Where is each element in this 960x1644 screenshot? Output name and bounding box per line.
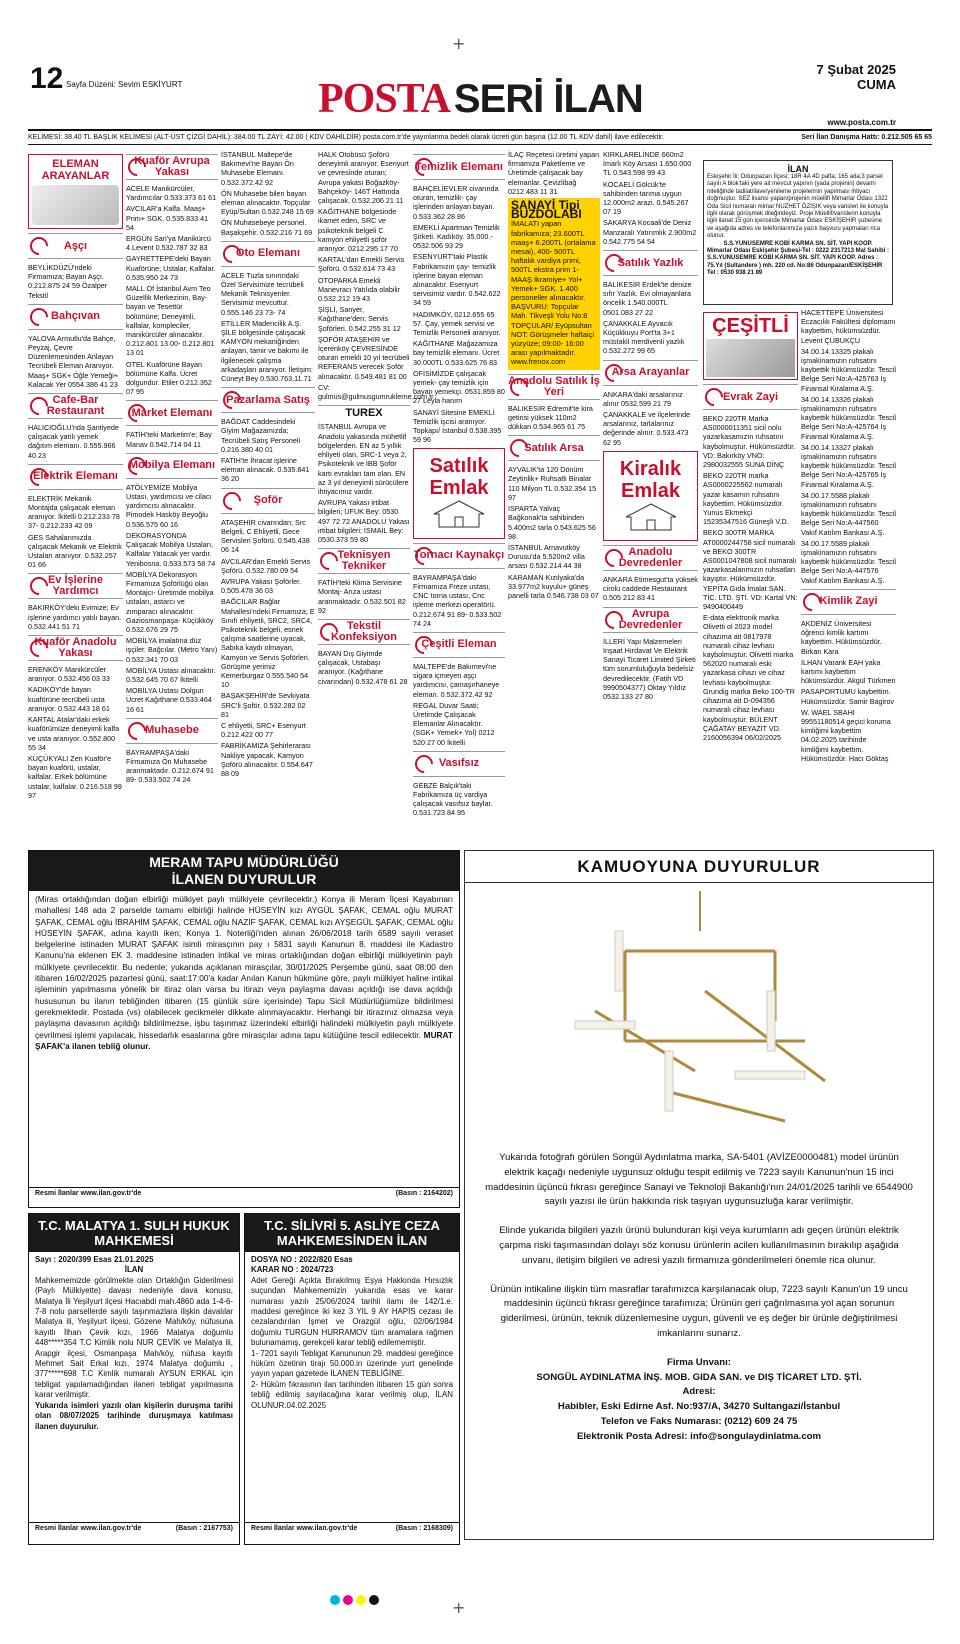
heading-market: Market Elemanı (126, 400, 218, 426)
ad-item: HADIMKÖY, 0212.655 65 57. Çay, yemek servisi ve Temizlik Personeli aranıyor. (413, 309, 501, 338)
ad-item: AYVALIK'ta 120 Dönüm Zeytinlik+ Ruhsatlı Binalar 110 Milyon TL 0.532.354 15 97 (508, 465, 597, 502)
ad-item: ANKARA Etimesgut'ta yüksek cirolu caddede Restaurant 0.505 212 83 41 (603, 575, 698, 603)
phone-icon (601, 360, 626, 385)
footer-left: Resmi İlanlar www.ilan.gov.tr'de (35, 1190, 142, 1197)
ad-item: AKDENİZ Üniversitesi öğrenci kimlik kartımı kaybettim. Hükümsüzdür. Birkan Kara (801, 618, 882, 656)
notice-title: T.C. MALATYA 1. SULH HUKUK MAHKEMESİ (29, 1214, 239, 1252)
price-rule (28, 144, 932, 145)
ad-item: KARAMAN Kızılyaka'da 33.977m2 kuyulu+ güneş panelli tarla 0.546.738 03 07 (508, 572, 599, 600)
phone-icon (124, 453, 149, 478)
notice-footer (29, 1187, 459, 1199)
ad-item: ELEKTRİK Mekanik Montajda çalışacak eleman aranıyor. İkitelli 0.212.233 78 37- 0.212.233 42 09 (28, 493, 120, 531)
heading-temizlik: Temizlik Elemanı (413, 154, 505, 180)
ad-item: 34.00.14.13325 plakalı işmakinamızın ruhsatını kaybettik hükümsüzdür. Tescil Belge Seri No:A-425763 İş Finansal Kiralama A.Ş. (801, 346, 896, 393)
paragraph-1: Yukarıda fotoğrafı görülen Songül Aydınlatma marka, SA-5401 (AVİZE0000481) model ürünün elektrik kaçağı nedeniyle uygunsuz olduğu tespit edilmiş ve 7223 sayılı Kanunun'nun 15 inci maddesinin üçüncü fıkrası gereğince Sanayi ve Teknoloji Bakanlığı'nın 24/01/2025 tarihli ve 6544900 sayılı yazısı ile ürün hakkında risk taşıyan uygunsuzluğa karar verilmiştir. (485, 1152, 913, 1208)
phone-icon (411, 632, 436, 657)
ad-item: BALIKESİR Edremit'te kira getirisi yüksek 110m2 dükkan 0.534.965 61 75 (508, 403, 593, 432)
ad-item: BAĞCILAR Bağlar Mahallesi'ndeki Firmamıza; E Sınıfı ehliyetli, SRC2, SRC4, Psikoteknik belgeli, esnek çalışma saatlerine uyacak, Sabıka kaydı olmayan, Kamyon ve Servis Şoförleri. Görüşme yerimiz Kemerburgaz 0.555.540 54 10 (221, 597, 315, 690)
ad-item: İLHAN Varank EAH yaka kartımı kaybettim hükümsüzdür. Akgül Türkmen (801, 657, 896, 686)
yellow-dot (356, 1595, 366, 1605)
ad-body: İMALATI yapan fabrikamıza; 23.600TL maaş+ 6.200TL (ortalama mesai), 400- 500TL haftalık vardiya primi, 500TL ekstra prim 1-MAAŞ İkramiye+ Yol+ Yemek+ SGK. 1.400 personeller alınacaktır. BAŞVURU: Topçular Mah. Tikveşli Yolu No:8 TOPÇULAR/ Eyüpsultan NOT: Görüşmeler haftaiçi yüzyüze; 09:00- 16:00 arası yapılmaktadır. www.frenox.com (511, 219, 596, 367)
crop-mark-bottom: + (452, 1598, 466, 1617)
signature: MURAT ŞAFAK'a ilanen tebliğ olunur. (35, 1029, 453, 1051)
ad-item: BAYRAMPAŞA'daki Firmamıza Freze ustası, CNC torna ustası, Cnc işleme merkezi operatörü. 0.212.674 91 89- 0.533.502 74 24 (413, 572, 502, 628)
column-8 (703, 308, 798, 840)
heading-anadolu-satilik: Anadolu Satılık İş Yeri (508, 374, 600, 398)
heading-tornaci: Tornacı Kaynakçı (413, 543, 505, 569)
section-eleman-arayanlar (28, 154, 123, 229)
ad-title: SANAYİ Tipi BUZDOLABI (511, 198, 582, 222)
ad-item: İLLERİ Yapı Malzemeleri İnşaat Hırdavat Ve Elektrik Sanayi Ticaret Limited Şirketi tüm sorumluluğuyla bedelsiz devredilecektir. (Fatih VD 9990504377) Oktay Yıldız 0532.133 27 80 (603, 636, 696, 701)
ad-item: ERENKÖY Manikürcüler aranıyor. 0.532.456 03 33 (28, 665, 110, 684)
heading-evrak-zayi: Evrak Zayi (703, 384, 798, 410)
price-info: KELİMESİ: 38.40 TL BAŞLIK KELİMESİ (ALT-ÜST ÇİZGİ DAHİL): 384.00 TL ZAYİ: 42.00 ( KDV DAHİLDİR) posta.com.tr'de yayınlanma bedeli olarak ücreti gün başına (12.00 TL KDV dahil) ilave edilecektir. (28, 134, 664, 141)
notice-subtitle: İLANEN DUYURULUR (171, 871, 317, 887)
ad-item: AVRUPA Yakası Şoförler. 0.505.478 36 03 (221, 576, 302, 596)
color-registration (330, 1595, 379, 1605)
paragraph-3: Ürünün intikaline ilişkin tüm masraflar tarafımızca karşılanacak olup, 7223 sayılı Kanun'un 19 uncu maddesinin üçüncü fıkrası gereğince tarafımıza; Ürünün geri çağrılmasına yol açan sorunun giderilmesi, ürünün, teknik düzenlemesine uygun, güvenli ve eş değer bir ürünle değiştirilmesi imkanlarını sunarız. (490, 1283, 908, 1339)
ad-item: ŞİŞLİ, Sanyer, Kağıthane'den; Servis Şoförleri. 0.542.255 31 12 (318, 305, 401, 333)
ad-item: KÜÇÜKYALI Zen Kuaför'e bayan kuaförü, ustalar, kalfalar. Erkek bölümüne ustalar, kalfalar. 0.216.518 99 97 (28, 753, 122, 800)
page-number: 12 (30, 62, 64, 95)
paragraph-2: Elinde yukarıda bilgileri yazılı ürünü bulunduran kişi veya kurumların adı geçen ürünün elektrik çarpma riski taşımasından dolayı söz konusu ürünlerin acilen kullanılmasının bırakılıp aşağıda unvanı, iletişim bilgileri ve adresi yazılı firmamıza gönderilmeleri önemle rica olunur. (499, 1225, 899, 1266)
phone-icon (506, 436, 531, 461)
eskisehir-ilan-box (703, 160, 893, 305)
body-text: Mahkememizde görülmekte olan Ortaklığın Giderilmesi (Paylı Mülkiyette) davası nedeniyle dava konusu, Malatya İli Yeşilyurt ilçesi Hacıabdi mah.4860 ada 1-4-6-7-8 nolu parsellerde sayılı taşınmazlara ilişkin davalılar Malatya ili, Yeşilyurt ilçesi, Gözene Mah/köy, nüfusuna kayıtlı İlhan Çevik kızı, 1966 Malatya doğumlu 448*****354 T.C Kimlik nolu NUR ÇEVİK ve Malatya ili, Arapgir ilçesi, Osmanpaşa Mah/köy, nüfusa kayıtlı Mehmet Sait Erkal kızı, 1974 Malatya doğumlu , 377*****698 T.C Kimlik numaralı AYSUN ERKAL için tebligat yapılamadığından ilanen tebligat yapılmasına karar verilmiştir. (35, 1275, 233, 1400)
logo-seri-ilan: SERİ İLAN (453, 76, 643, 121)
ad-item: MALL Of İstanbul Avm Teo Güzellik Merkezinin, Bay- bayan ve Tesettür bölümüne; Deneyimli, kalfalar, kompleciler, manikürcüler alınacaktır. 0.212.801 13 00- 0.212.801 13 01 (126, 284, 215, 358)
ad-item: CV: gulmus@gulmusgumruklerne.com.tr (318, 382, 434, 402)
footer-left: Resmi İlanlar www.ilan.gov.tr'de (251, 1525, 358, 1532)
ad-item: KOCAELİ Gölcük'te sahibinden tarıma uygun 12.000m2 arazi. 0.545.267 07 19 (603, 179, 689, 217)
ad-item: GES Sahalarımızda çalışacak Mekanik ve Elektrik Ustaları aranıyor. 0.532.257 01 66 (28, 532, 122, 570)
meram-tapu-notice (28, 850, 460, 1208)
ilan-label: İLAN (124, 1265, 144, 1275)
notice-footer (29, 1522, 239, 1534)
crop-mark-top: + (452, 34, 466, 53)
notice-header (29, 851, 459, 891)
column-9 (801, 308, 896, 840)
ad-item: ACELE Manikürcüler, Yardımcılar 0.533.373 61 61 (126, 184, 217, 203)
ad-item: İSTANBUL Maltepe'de Bakımevi'ne Bayan Ön Muhasebe Elemanı. 0.532.372.42 92 (221, 150, 294, 187)
notice-footer (245, 1522, 459, 1534)
phone-icon (26, 464, 51, 489)
ad-item: HALK Otobüsü Şoförü deneyimli aranıyor. Esenyurt ve çevresinde oturan; Avrupa yakası Boğazköy- Bahçeköy- 146T Hattında çalışacak. 0.532.206 21 11 (318, 150, 409, 206)
ad-item: HACETTEPE Üniversitesi Eczacılık Fakültesi diplomamı kaybettim, hükümsüzdür. Levent ÇUBUKÇU (801, 308, 896, 345)
ad-item: GAYRETTEPE'deki Bayan Kuaförüne; Ustalar, Kalfalar. 0.535.950 24 73 (126, 254, 216, 282)
ad-item: FATİH'te İhracat işlerine eleman alınacak. 0.535.841 36 20 (221, 456, 310, 484)
ad-item: İSTANBUL Avrupa ve Anadolu yakasında mühetlif bölgelerden. EN az 5 yıllık ehliyeti olan, SRC-1 veya 2, Psikoteknik ve İBB Şoför kartı evrakları tam olan. EN az 3 yıl deneyimli sürücülere ihtiyacımız vardır. (318, 422, 409, 496)
masthead-logo (318, 76, 660, 122)
ad-item: ACELE Tuzla sınırındaki Özel Servisimize tecrübeli Mekanik Teknisyenler. Servisimiz mevcuttur. 0.555.146 23 73- 74 (221, 270, 304, 317)
section-title: ELEMAN ARAYANLAR (41, 158, 110, 182)
address-label: Adresi: (682, 1386, 716, 1398)
body-text: (Miras ortaklığından doğan elbirliği mülkiyet paylı mülkiyete çevrilecektir.) Konya ili Meram İlçesi Kayabınarı mahallesi 148 ada 2 parselde tamamı elbirliği halinde HÜSEYİN kızı AYGÜL ŞAFAK, CEMAL oğlu MURAT ŞAFAK, CEMAL oğlu İBRAHİM ŞAFAK, CEMAL oğlu NAZİF ŞAFAK, CEMAL kızı AYŞEGÜL ŞAFAK, CEMAL oğlu HÜSEYİN ŞAFAK, adına kayıtlı iken; Konya 1. Noterliği'nden alınan 26/06/2018 tarih 6589 sayılı veraset belgelerine istinaden MURAT ŞAFAK isimli mirasçının pay ı 5831 sayılı Kanunun 8. maddesi ile Kadastro Kanunu'na eklenen EK 3. maddesine istinaden intikal ve miras ortaklığından doğan elbirliği mülkiyetinin paylı mülkiyete çevrilecektir. Bu nedenle; yukarıda açıklanan mirasçılar, 30/01/2025 Perşembe günü, saat 08:00 den itibaren 16/02/2025 pazartesi günü, saat:17:00'a kadar Anılan Kanun hükmüne göre, paylı mülkiyet haline intikal işleminin yapılmasına yönelik bir itiraz olan varsa bu itirazı veya paylaşma davası açıldığı ise dava açıldığı hususunun bu ilanın tebliğinden itibaren (15 günlük süre içerisinde) Tapu Sicil Müdürlüğümüze bildirilmesi gerekmektedir. Postada (vs) olabilecek gecikmeler dikkate alınmayacaktır. Herhangi bir itirazınız olmazsa veya paylaşma davasının açıldığı bildirilmezse, işbu taşınmaz üzerindeki elbirliği halindeki mülkiyetin paylı mülkiyete çevrilmesi işlemi yapılacak, hissedarlık esaslarına göre mirasçılar adına tapu kütüğüne tescil edilecektir. (35, 894, 453, 1040)
ad-item: FATİH'teki Marketim'e; Bay Manav 0.542.714 04 11 (126, 430, 212, 449)
heading-cafe: Cafe-Bar Restaurant (28, 393, 123, 419)
ad-item: MOBİLYA imalatına düz işçiler. Bağcılar. (Metro Yanı) 0.532.341 70 03 (126, 636, 218, 664)
magenta-dot (343, 1595, 353, 1605)
ad-item: BAKIRKÖY'deki Evimize; Ev işlerine yardımcı yatılı bayan. 0.532.441 51 71 (28, 603, 122, 631)
item-1: 1- 7201 sayılı Tebligat Kanununun 29. maddesi gereğince hüküm özetinin tirajı 50.000.in üzerinde yurt genelinde yayın yapan gazetede İLANEN TEBLİĞİNE. (251, 1348, 453, 1379)
ad-item: ANKARA'daki arsalarınız alınır 0532.599 21 79 (603, 389, 683, 408)
ad-item: ÇANAKKALE ve ilçelerinde arsalarınız, tarlalarınız değerinde alınır. 0.533.473 62 95 (603, 410, 691, 447)
ad-item: SANAYİ Sitesine EMEKLİ Temizlik işcisi aranıyor. Topkapı/ İstanbul 0.538.395 59 96 (413, 407, 502, 445)
ad-item: KIRKLARELİNDE 660m2 İmarlı Köy Arsası 1.650.000 TL 0.543.598 99 43 (603, 150, 692, 178)
heading-pazarlama: Pazarlama Satış (221, 387, 315, 413)
handshake-image (32, 185, 119, 225)
ad-item: PASAPORTUMU kaybettim. Hükümsüzdür. Samir Bagirov (801, 687, 895, 706)
black-dot (369, 1595, 379, 1605)
box-org: S.S.YUNUSEMRE KOBİ KARMA SN. SİT. YAPI KOOP. (723, 240, 873, 247)
box-title: İLAN (787, 164, 809, 174)
heading-kimlik-zayi: Kimlik Zayi (801, 589, 896, 615)
date: 7 Şubat 2025 (816, 62, 896, 77)
phone-icon (219, 241, 244, 266)
price-bar (28, 132, 932, 144)
ad-item: MOBİLYA Ustası Dolgun Ücret Kağıthane 0.533.464 16 61 (126, 686, 212, 714)
ad-item: 34.00.14.13326 plakalı işmakinamızın ruhsatını kaybettik hükümsüzdür. Tescil Belge Seri No:A-425764 İş Finansal Kiralama A.Ş. (801, 394, 896, 441)
notice-body (29, 1252, 239, 1522)
address-value: Habibler, Eski Edirne Asf. No:937/A, 34270 Sultangazi/İstanbul (557, 1401, 841, 1413)
silivri-notice (244, 1213, 460, 1545)
weekday: CUMA (857, 77, 896, 92)
heading-kuafor-avrupa: Kuaför Avrupa Yakası (126, 154, 218, 180)
phone-icon (124, 401, 149, 426)
phone-icon (219, 488, 244, 513)
phone-icon (124, 718, 149, 743)
ad-item: BEYLİKDÜZÜ'ndeki Firmamıza; Bayan Aşçı. 0.212.875 24 59 Özalper Tekstil (28, 263, 108, 300)
ad-item: BAĞDAT Caddesindeki Giyim Mağazamızda; Tecrübeli Satış Personeli 0.216.380 40 01 (221, 417, 301, 454)
heading-bahcivan: Bahçıvan (28, 304, 123, 330)
notice-title: MERAM TAPU MÜDÜRLÜĞÜ (149, 854, 339, 870)
ad-item: BAHÇELİEVLER civarında oturan, temizlik- çay işlerinden anlayan bayan. 0.533.362 28 86 (413, 184, 499, 221)
ad-item: MOBİLYA Dekorasyon Firmamıza Şoförlüğü olan Montajcı- Üretimde mobilya ustaları, astarcı ve zımparacı alınacaktır. Gaziosmanpaşa- Küçükköy 0.532.676 29 75 (126, 569, 214, 634)
notice-title: T.C. SİLİVRİ 5. ASLİYE CEZA MAHKEMESİNDEN İLAN (245, 1214, 459, 1252)
notice-body (245, 1252, 459, 1522)
ad-item: HALICIOĞLU'nda Şantiyede çalışacak yatılı yemek dağıtım elemanı. 0.555.966 40 23 (28, 423, 119, 460)
heading-kuafor-anadolu: Kuaför Anadolu Yakası (28, 635, 123, 661)
items-image (706, 339, 795, 377)
header-rule (28, 129, 932, 131)
phone-icon (411, 154, 436, 179)
email-address[interactable]: Elektronik Posta Adresi: info@songulaydinlatma.com (576, 1430, 822, 1442)
heading-vasifsiz: Vasıfsız (413, 751, 505, 777)
section-satilik-emlak (413, 448, 505, 538)
column-6 (508, 150, 600, 840)
column-2 (126, 150, 218, 840)
house-icon (429, 499, 489, 529)
ad-item: OFİSİMİZDE çalışacak yemek- çay temizlik için bayan yemekçi. 0531.859 80 27 Leyla hanım (413, 368, 505, 406)
heading-mobilya: Mobilya Elemanı (126, 453, 218, 479)
phone-icon (601, 250, 626, 275)
heading-satilik-arsa: Satılık Arsa (508, 435, 600, 461)
case-number: Sayı : 2020/399 Esas 21.01.2025 (35, 1255, 154, 1264)
ad-item: DEKORASYONDA Çalışacak Mobilya Ustaları, Kalfalar Yatacak yer vardır. Yenibosna. 0.533.573 58 74 (126, 530, 216, 568)
ad-item: BAŞAKŞEHİR'de Sevkiyata SRC'li Şoför. 0.532.282 02 81 (221, 691, 310, 719)
ad-item: AVCILAR'a Kalfa. Maaş+ Prim+ SGK. 0.535.833 41 54 (126, 204, 209, 232)
phone-icon (799, 589, 824, 614)
ad-item: KAĞITHANE Mağazamıza bay temizlik elemanı. Ücret 30.000TL 0.533.625 76 83 (413, 339, 500, 367)
ad-item: İLAÇ Reçetesi üretimi yapan firmamıza Paketleme ve Üretimde çalışacak bay elemanlar. Çevizlibağ 0212.483 11 31 (508, 150, 600, 196)
ad-item: SAKARYA Kocaali'de Deniz Manzaralı Yatırımlık 2.900m2 0.542.775 54 54 (603, 218, 697, 246)
ad-item: MOBİLYA Ustası alınacaktır. 0.532.645 70 67 İkitelli (126, 665, 216, 684)
phone-icon (411, 543, 436, 568)
phone-icon (26, 233, 51, 258)
bold-text: Yukarıda isimleri yazılı olan kişilerin duruşma tarihi olan 08/07/2025 tarihinde duruşmaya katılması ilanen duyurulur. (35, 1400, 233, 1431)
section-title: Kiralık Emlak (619, 457, 682, 502)
heading-satilik-yazlik: Satılık Yazlık (603, 250, 698, 276)
ad-item: ISPARTA Yalvaç Bağkonak'ta sahibinden 5.400m2 tarla 0.543.625 56 98 (508, 504, 596, 541)
heading-tekstil: Tekstil Konfeksiyon (318, 619, 410, 645)
ad-item: E-data elektronik marka Olivetti ol 2023 model cihazıma ait 0817978 numaralı cihaz levhası kaybolmuştur. Olivetti marka 562020 numaralı eski yazarkasa cihazı ve cihaz levhası kaybolmuştur. Grundig marka Beko 100-TR cihazıma ait D-094356 numaralı cihaz levhası kaybolmuştur. BÜLENT ÇAĞATAY BEYAZIT VD. 2160056394 06/02/2025 (703, 613, 795, 742)
heading-sofor: Şoför (221, 488, 315, 514)
issue-date (817, 62, 897, 92)
ad-item: BAYRAMPAŞA'daki Firmamıza Ön Muhasebe aranmaktadır. 0.212.674 91 89- 0.533.502 74 24 (126, 747, 214, 785)
ad-item: EMEKLİ Apartman Temizlik Şirketi. Kadıköy. 35.000.- 0532.506 93 29 (413, 222, 500, 251)
phone-icon (219, 388, 244, 413)
ad-item: İSTANBUL Arnavutköy Durusu'da 5.520m2 villa arsası 0.532.214 44 38 (508, 542, 585, 571)
ad-item: MALTEPE'de Bakımevi'ne sigara içmeyen aşçı yardımcısı, çamaşırhaneye eleman. 0.532.372.42 92 (413, 661, 500, 699)
footer-right: (Basın : 2168309) (395, 1525, 453, 1532)
section-title: Satılık Emlak (429, 455, 489, 500)
ad-item: BEKO 220TR marka AS0000225562 numaralı yazar kasamın ruhsatını kaybettim. Hükümsüzdür. Yunus Ekmekçi 15235347516 Güneşli V.D. (703, 471, 789, 527)
column-4 (318, 150, 434, 840)
heading-asci: Aşçı (28, 233, 123, 259)
announcement-title: KAMUOYUNA DUYURULUR (465, 851, 933, 883)
heading-arsa-arayanlar: Arsa Arayanlar (603, 360, 698, 386)
cyan-dot (330, 1595, 340, 1605)
column-3 (221, 150, 315, 840)
ad-item: KADIKÖY'de bayan kuaförüne tecrübeli usta aranıyor. 0.532.443 18 61 (28, 685, 110, 713)
phone-icon (411, 751, 436, 776)
ad-item: OTOPARKA Emekli Manevracı Yatılıda olabilir 0.532.212 19 43 (318, 275, 401, 304)
ad-item: ATÖLYEMİZE Mobilya Ustası, yardımcısı ve cilacı yardımcısı alınacaktır. Pimodek Hasköy Beyoğlu 0.536.575 60 16 (126, 482, 212, 529)
ad-item: BEKO 220TR Marka AS0000011351 sicil nolu yazarkasamızın ruhsatını kaybolmuştur. Hükümsüzdür. VD: Bakırköy VNO: 2980032555 SUNA DİNÇ (703, 414, 796, 470)
ad-item: ŞOFÖR ATAŞEHİR ve İçerenköy ÇEVRESİNDE oturan emekli 10 yıl tecrübeli REFERANS verecek Şoför alınacaktır. 0.549.481 81 00 (318, 334, 410, 381)
ad-item: ATAŞEHİR civarından; Src Belgeli, C Ehliyetli, Gece Servisleri Şoförü. 0.545.438 06 14 (221, 517, 310, 555)
firm-name: SONGÜL AYDINLATMA İNŞ. MOB. GIDA SAN. ve DIŞ TİCARET LTD. ŞTİ. (536, 1371, 862, 1383)
footer-right: (Basın : 2167753) (175, 1525, 233, 1532)
box-body: Eskişehir İli; Odunpazarı İlçesi; 18R 4A 4D pafta; 165 ada;3 parsel sayılı A blok'taki yere ait mevcut yapının (yada projenin) devamı niteliğinde tadilat/ilave/yenileme projelerinin yapılması ihtiyacı doğmuştur. SEZ lisansı yapan/projenin müellifi Mimarlar Odası 1322 Oda Sicil numaralı mimar NUZHET ÖZIŞIK veya varisleri ile konuyla ilgili olarak görüşmek dileğindeyiz. Proje Müellif/varislerin konuyla ilgili ilanat 15 gün içerisinde Mimarlar Odası ESKİŞEHİR şubesine ve aşağıda adres ve telefonlarımıza yazılı başvuru yapmaları rica olunur. (707, 174, 889, 240)
ad-item: 34.00.14.13327 plakalı işmakinamızın ruhsatını kaybettik hükümsüzdür. Tescil Belge Seri No:A-425765 İş Finansal Kiralama A.Ş. (801, 442, 896, 489)
ad-item: KAĞITHANE bölgesinde ikamet eden, SRC ve psikoteknik belgeli C kamyon ehliyetli şoför aranıyor. 0212.295 17 70 (318, 207, 398, 254)
website-link[interactable]: www.posta.com.tr (827, 118, 896, 127)
ad-item: FATİH'teki Klima Servisine Montaj- Arıza ustası aranmaktadır. 0.532.501 82 92 (318, 578, 406, 615)
ad-item: ESENYURT'taki Plastik Fabrikamızın çay- temizlik işlerine bayan eleman alınacaktır. Esenyurt servisimiz vardır. 0.542.622 34 59 (413, 252, 501, 308)
house-icon (621, 502, 681, 532)
turex-title: TUREX (318, 405, 410, 418)
ad-item: KARTAL'dan Emekli Servis Şoförü. 0.532.614 73 43 (318, 255, 405, 274)
ad-item: ETİLLER Madencilik A.Ş. ŞİLE bölgesinde çalışacak KAMYON mekaniğinden anlayan, tamir ve bakımı ile ilgilenecek çalışma arkadaşları aranıyor. İletişim: Cüneyt Bey 0.530.763.11.71 (221, 318, 313, 384)
ad-item: YALOVA Armutlu'da Bahçe, Peyzaj, Çevre Düzenlemesinden Anlayan Tecrübeli Eleman Aranıyor. Maaş+ SGK+ Öğle Yemeği+ Kalacak Yer 0554.386 41 23 (28, 333, 119, 389)
buzdolabi-ad (508, 198, 600, 370)
malatya-notice (28, 1213, 240, 1545)
footer-left: Resmi İlanlar www.ilan.gov.tr'de (35, 1525, 142, 1532)
phone-icon (701, 384, 726, 409)
body-text: Adet Gereği Açıkta Bırakılmış Eşya Hakkında Hırsızlık suçundan Mahkememizin yukarıda esas ve karar numarası yazılı 25/06/2024 tarihli ilamı ile 142/1.e. maddesi gereğince iki kez 3 YIL 9 AY HAPİS cezası ile cezalandırılan İşmet ve Orazgül oğlu, 02/06/1984 doğumlu TURGUN HURRAMOV tüm aramalara rağmen bulunamamış, gerekçeli karar tebliğ edilememiştir. (251, 1275, 453, 1348)
ad-item: BEKO 300TR MARKA AT0000244758 sicil numaralı ve BEKO 300TR AS0001047808 sicil numaralı yazarkasalarımızın ruhsatları kayıptır. Hükümsüzdür. YEPİTA Gıda İmalat SAN. TİC. LTD. ŞTİ. VD: Kartal VN: 9490400449 (703, 528, 798, 612)
ad-item: BAYAN Dış Giyimde çalışacak, Ustabaşı aranıyor. (Kağıthane civarından) 0.532.478 61 28 (318, 648, 408, 686)
ad-item: FABRİKAMIZA Şehirlerarası Nakliye yapacak, Kamyon Şoförü alınacaktır. 0.554.647 88 09 (221, 741, 313, 778)
notice-body (29, 891, 459, 1187)
column-1 (28, 150, 123, 840)
heading-muhasebe: Muhasebe (126, 718, 218, 744)
section-title: ÇEŞİTLİ (712, 315, 789, 337)
ad-item: OTEL Kuaförüne Bayan bölümüne Kalfa. Ücret dolgundur. Etiler 0.212.352 07 95 (126, 359, 212, 397)
column-5 (413, 150, 505, 840)
heading-avrupa-devredenler: Avrupa Devredenler (603, 607, 698, 633)
editor-credit: Sayfa Düzeni: Sevim ESKİYURT (66, 80, 183, 89)
firm-label: Firma Unvanı: (667, 1356, 731, 1368)
ad-item: GEBZE Balçık'taki Fabrikamıza üç vardiya çalışacak vasıfsız baylar. 0.531.723 84 95 (413, 780, 493, 818)
ad-item: ÇANAKKALE Ayvacık Küçükkuyu Port'ta 3+1 müstakil merdivenli yazlık 0.532.272 99 65 (603, 318, 685, 356)
public-announcement (464, 850, 934, 1540)
ad-item: 34.00.17.5589 plakalı işmakinamızın ruhsatını kaybettik hükümsüzdür. Tescil Belge Seri No:A-447576 Vakıf Katılım Bankası A.Ş. (801, 538, 896, 585)
footer-right: (Basın : 2164202) (395, 1190, 453, 1197)
ad-item: ÖN Muhasebe bilen bayan eleman alınacaktır. Topçular Eyüp/Sultan 0.532.248 15 69 (221, 188, 314, 217)
announcement-body (465, 1151, 933, 1445)
heading-teknisyen: Teknisyen Tekniker (318, 548, 410, 574)
phone-icon (26, 304, 51, 329)
box-contact: Mimarlar Odası Eskişehir Şubesi-Tel : 0222 2317213 Mal Sahibi : S.S.YUNUSEMRE KOBİ KARMA SN. SİT. YAPI KOOP. Adres : 75.Yıl (Sultandere ) mh. 220 cd. No:86 Odunpazarı/ESKİŞEHİR Tel : 0530 938 21 89 (707, 248, 889, 277)
chandelier-photo (505, 891, 895, 1141)
item-2: 2- Hüküm fıkrasının ilan tarihinden itibaren 15 gün sonra tebliğ edilmiş sayılacağına karar verilmiş olup, İLAN OLUNUR.04.02.2025 (251, 1379, 453, 1410)
ad-item: AVCILAR'dan Emekli Servis Şoförü. 0.532.780 09 54 (221, 556, 311, 575)
heading-ev: Ev İşlerine Yardımcı (28, 573, 123, 599)
ad-item: KARTAL Atalar'daki erkek kuaförümüze deneyimli kalfa ve usta aranıyor. 0.552.800 55 34 (28, 715, 120, 752)
decision-number: KARAR NO : 2024/723 (251, 1265, 334, 1275)
ad-item: REGAL Duvar Saati; Üretimde Çalışacak Elemanlar Alınacaktır. (SGK+ Yemek+ Yol) 0212 520 27 00 İkitelli (413, 700, 495, 747)
ad-item: ERGÜN San'ya Manikürcü 4.Levent 0.532.787 32 83 (126, 234, 211, 253)
ad-item: BALIKESİR Erdek'te denize sıfır Yazlık. Evi olmayanlara öncelik 1.540.000TL 0501.083 27 22 (603, 280, 692, 317)
ad-item: ÖN Muhasebeye personel. Başakşehir. 0.532.216 71 69 (221, 218, 313, 237)
column-7 (603, 150, 698, 840)
file-number: DOSYA NO : 2022/820 Esas (251, 1255, 353, 1264)
heading-cesitli-eleman: Çeşitli Eleman (413, 632, 505, 658)
logo-posta: POSTA (318, 76, 450, 122)
hotline: Seri İlan Danışma Hattı: 0.212.505 65 65 (801, 134, 932, 141)
section-cesitli (703, 312, 798, 380)
ad-item: W. WAEL SBAHI 99551180514 geçici koruma kimliğimi kaybettim 04.02.2025 tarihinde kimliğimi kaybettim. Hükümsüzdür. Hacı Göktaş (801, 707, 891, 763)
ad-item: AVRUPA Yakası irtibat bilgileri; UFUK Bey: 0530 497 72 72 ANADOLU Yakası irtibat bilgileri; İSMAİL Bey: 0530.373 59 80 (318, 498, 410, 544)
phone-number: Telefon ve Faks Numarası: (0212) 609 24 75 (600, 1415, 798, 1427)
ad-item: C ehliyetli, SRC+ Esenyurt 0.212.422 00 77 (221, 720, 306, 740)
heading-anadolu-devredenler: Anadolu Devredenler (603, 545, 698, 571)
heading-elektrik: Elektrik Elemanı (28, 464, 123, 490)
section-kiralik-emlak (603, 451, 698, 541)
ad-item: 34.00.17.5588 plakalı işmakinamızın ruhsatını kaybettik hükümsüzdür. Tescil Belge Seri No:A-447560 Vakıf Katılım Bankası A.Ş. (801, 490, 896, 537)
heading-oto: Oto Elemanı (221, 241, 315, 267)
